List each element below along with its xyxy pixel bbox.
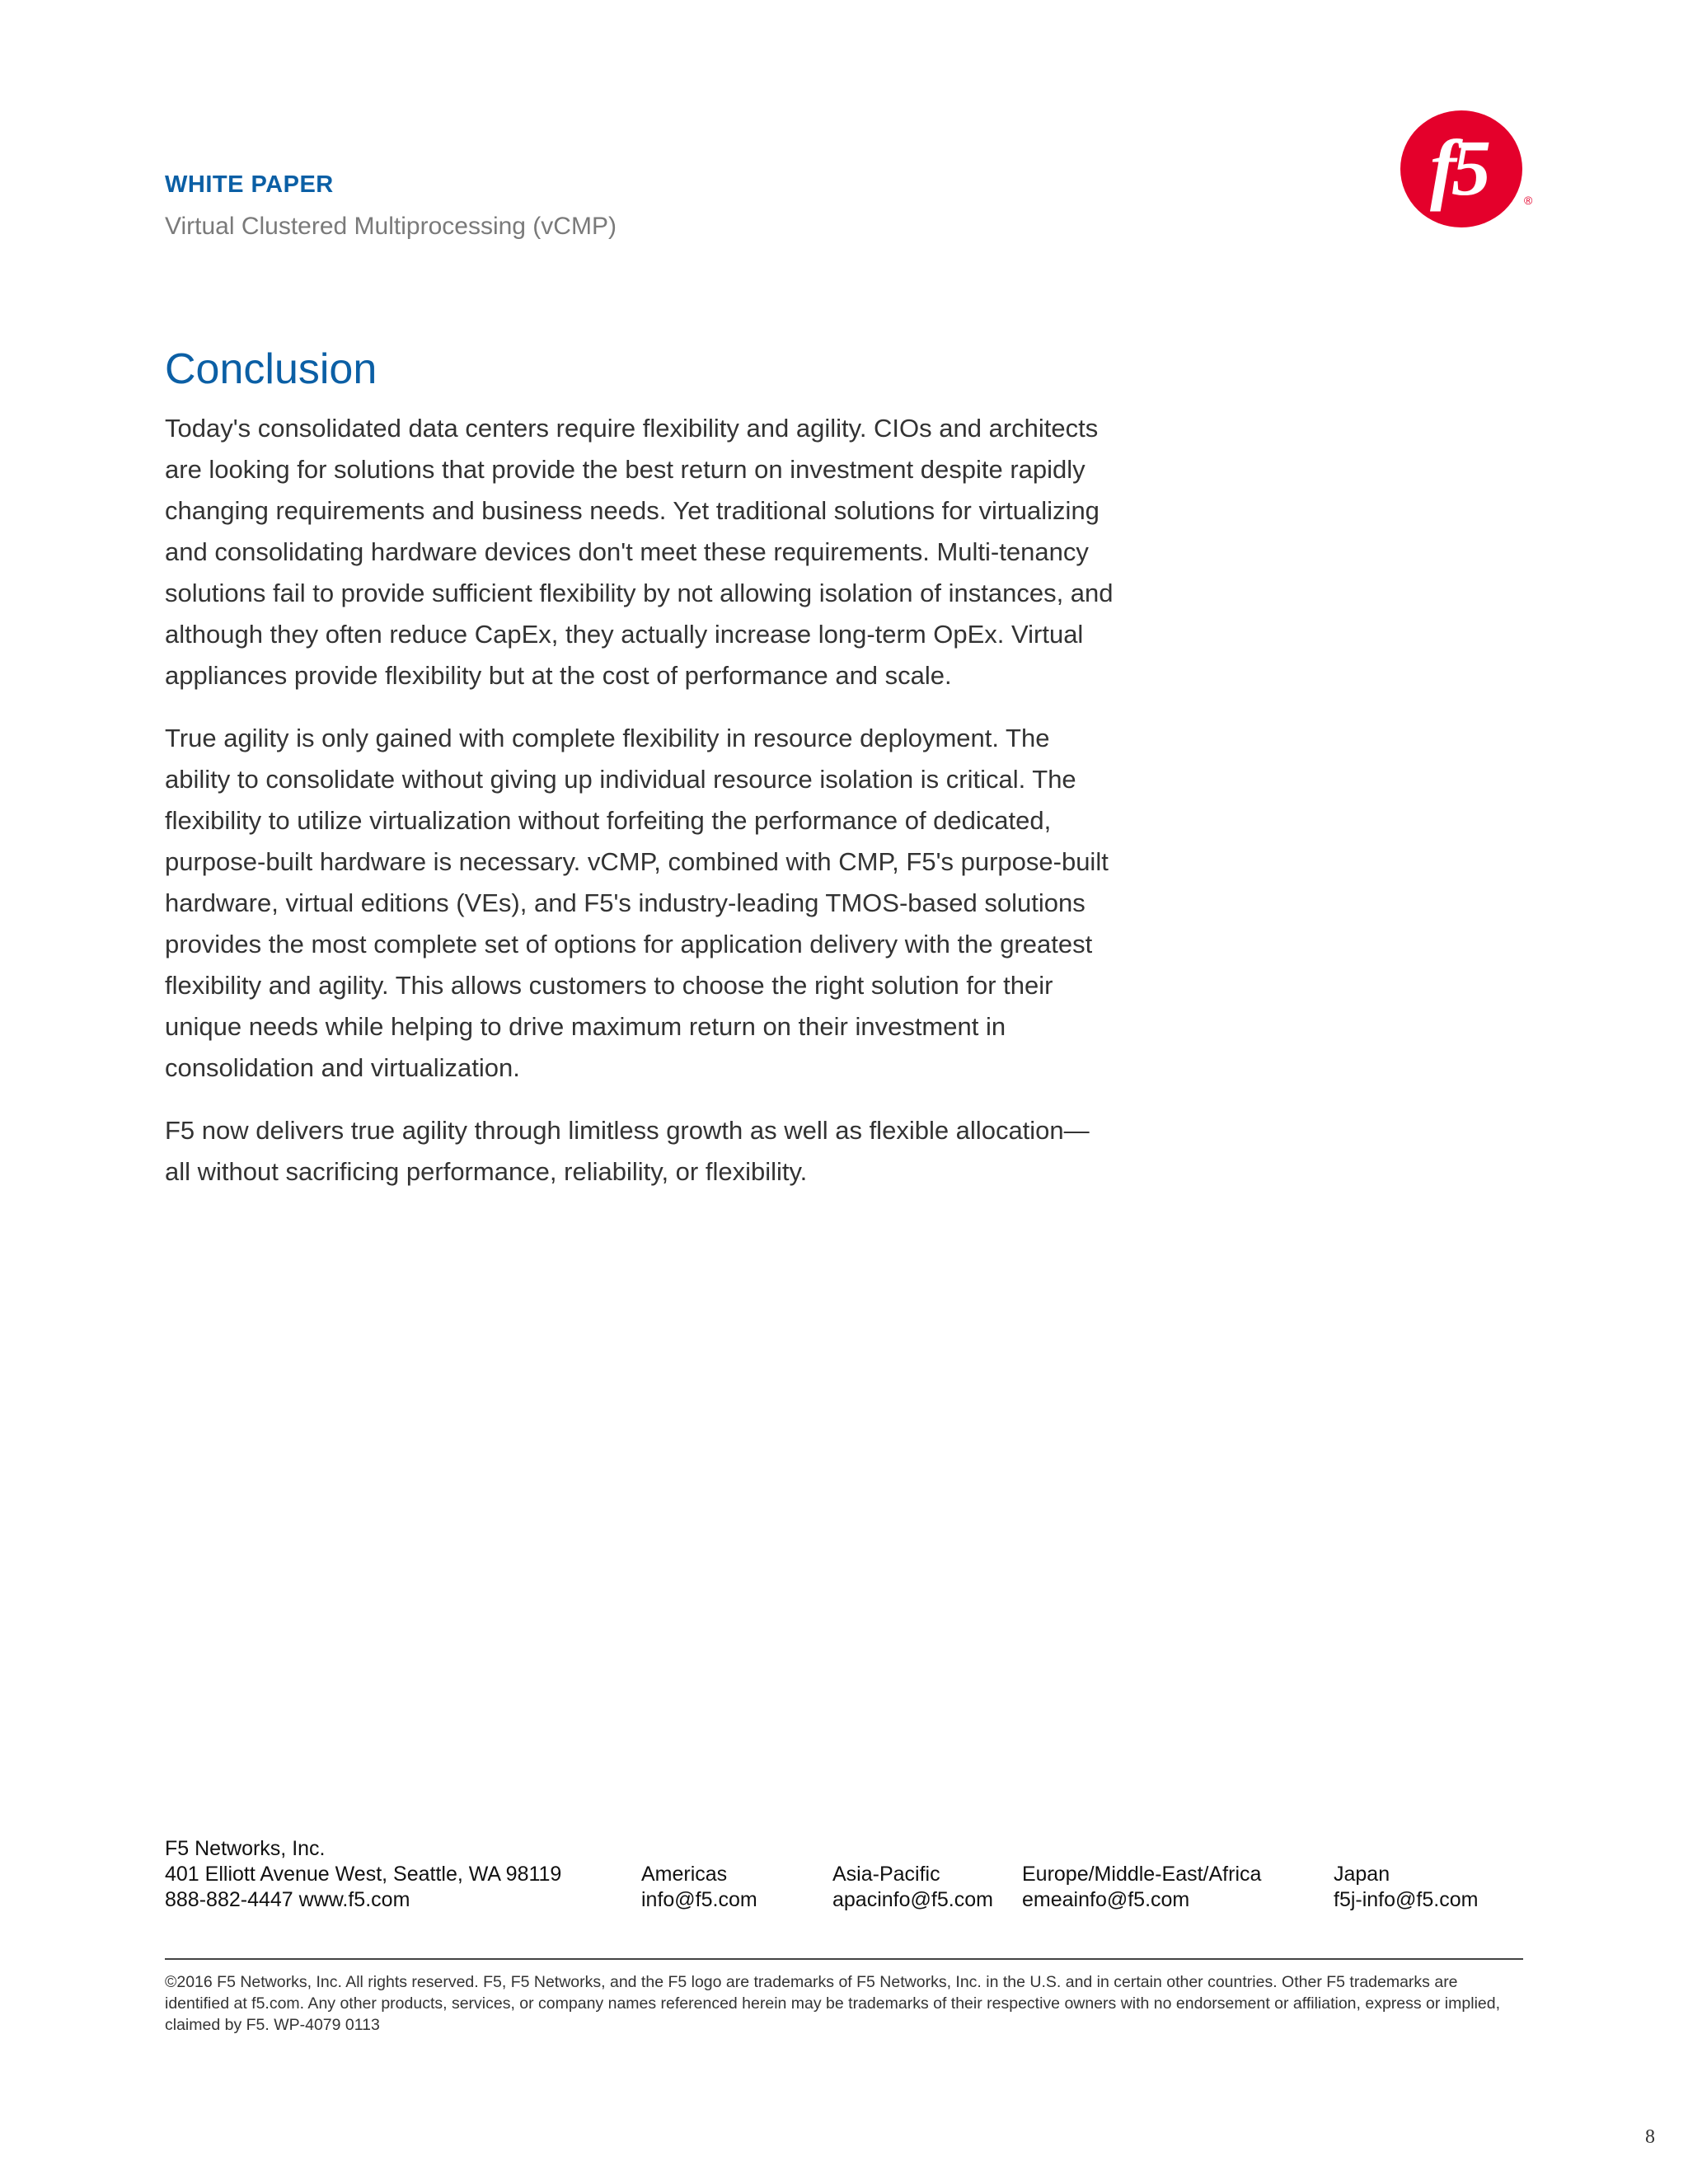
copyright-notice: ©2016 F5 Networks, Inc. All rights reserved. F5, F5 Networks, and the F5 logo are trademarks of F5 Networks, Inc. in the U.S. and in certain other countries. Other F5 trademarks are identified at f5.com. Any other products, services, or company names referenced herein may be trademarks of their respective owners with no endorsement or affiliation, express or implied, claimed by F5. WP-4079 0113 (165, 1973, 1501, 2034)
region-emea (1022, 1862, 1261, 1913)
hq-phone-web: 888-882-4447 www.f5.com (165, 1888, 410, 1911)
page-number: 8 (1645, 2126, 1655, 2148)
region-email: apacinfo@f5.com (832, 1888, 993, 1911)
region-email: emeainfo@f5.com (1022, 1888, 1190, 1911)
paragraph: F5 now delivers true agility through limitless growth as well as flexible allocation— all without sacrificing performance, reliability, or flexibility. (165, 1116, 1090, 1186)
region-name: Asia-Pacific (832, 1863, 940, 1886)
region-email: info@f5.com (641, 1888, 757, 1911)
header-kicker: WHITE PAPER (165, 171, 334, 198)
region-asia-pacific (832, 1862, 993, 1913)
region-japan (1334, 1862, 1478, 1913)
region-name: Americas (641, 1863, 728, 1886)
hq-contact (165, 1862, 561, 1913)
svg-text:f5: f5 (1430, 124, 1486, 212)
document-subtitle: Virtual Clustered Multiprocessing (vCMP) (165, 213, 617, 240)
footer-divider (165, 1958, 1523, 1960)
paragraph: True agility is only gained with complete flexibility in resource deployment. The ability to consolidate without giving up individual resource isolation is critical. The flexibility to utilize virtualization without forfeiting the performance of dedicated, purpose-built hardware is necessary. vCMP, combined with CMP, F5's purpose-built hardware, virtual editions (VEs), and F5's industry-leading TMOS-based solutions provides the most complete set of options for application delivery with the greatest flexibility and agility. This allows customers to choose the right solution for their unique needs while helping to drive maximum return on their investment in consolidation and virtualization. (165, 724, 1109, 1082)
region-name: Europe/Middle-East/Africa (1022, 1863, 1262, 1886)
region-email: f5j-info@f5.com (1334, 1888, 1479, 1911)
body-text (165, 408, 1121, 1214)
paragraph: Today's consolidated data centers require flexibility and agility. CIOs and architects are looking for solutions that provide the best return on investment despite rapidly changing requirements and business needs. Yet traditional solutions for virtualizing and consolidating hardware devices don't meet these requirements. Multi-tenancy solutions fail to provide sufficient flexibility by not allowing isolation of instances, and although they often reduce CapEx, they actually increase long-term OpEx. Virtual appliances provide flexibility but at the cost of performance and scale. (165, 414, 1114, 690)
company-name: F5 Networks, Inc. (165, 1837, 326, 1860)
hq-address: 401 Elliott Avenue West, Seattle, WA 98119 (165, 1863, 562, 1886)
svg-text:®: ® (1524, 194, 1533, 207)
region-name: Japan (1334, 1863, 1390, 1886)
region-americas (641, 1862, 757, 1913)
section-title: Conclusion (165, 345, 377, 393)
f5-logo (1397, 107, 1533, 231)
